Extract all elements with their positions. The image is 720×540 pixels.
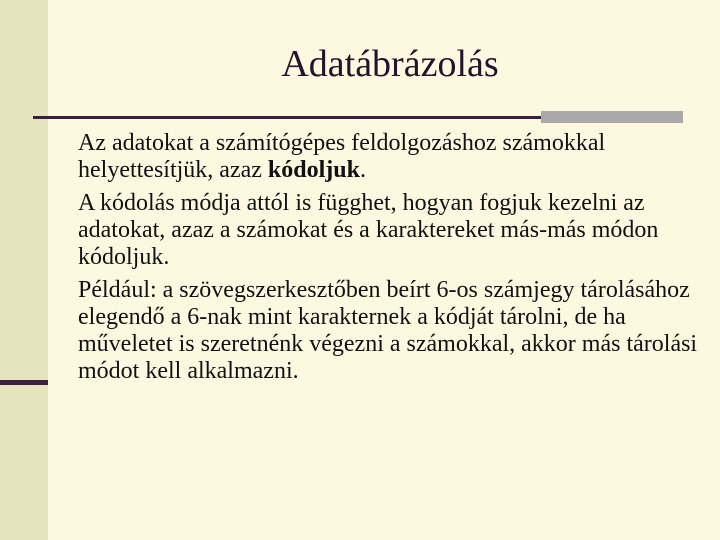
slide-body xyxy=(78,130,700,385)
side-band xyxy=(0,0,48,540)
paragraph-1-text: Az adatokat a számítógépes feldolgozáshoz számokkal helyettesítjük, azaz xyxy=(78,130,606,183)
slide-title: Adatábrázolás xyxy=(281,43,499,85)
paragraph-2: A kódolás módja attól is függhet, hogyan fogjuk kezelni az adatokat, azaz a számokat és a karaktereket más-más módon kódoljuk. xyxy=(78,190,659,270)
paragraph-1-bold: kódoljuk xyxy=(267,157,360,183)
paragraph-1-after: . xyxy=(359,157,366,183)
paragraph-1 xyxy=(78,130,700,184)
paragraph-3: Például: a szövegszerkesztőben beírt 6-os számjegy tárolásához elegendő a 6-nak mint karakternek a kódját tárolni, de ha műveletet is szeretnénk végezni a számokkal, akkor más tárolási módot kell alkalmazni. xyxy=(78,277,698,384)
title-rule-dark xyxy=(33,116,541,119)
side-accent-bar xyxy=(0,380,48,385)
title-rule-grey xyxy=(541,111,683,123)
